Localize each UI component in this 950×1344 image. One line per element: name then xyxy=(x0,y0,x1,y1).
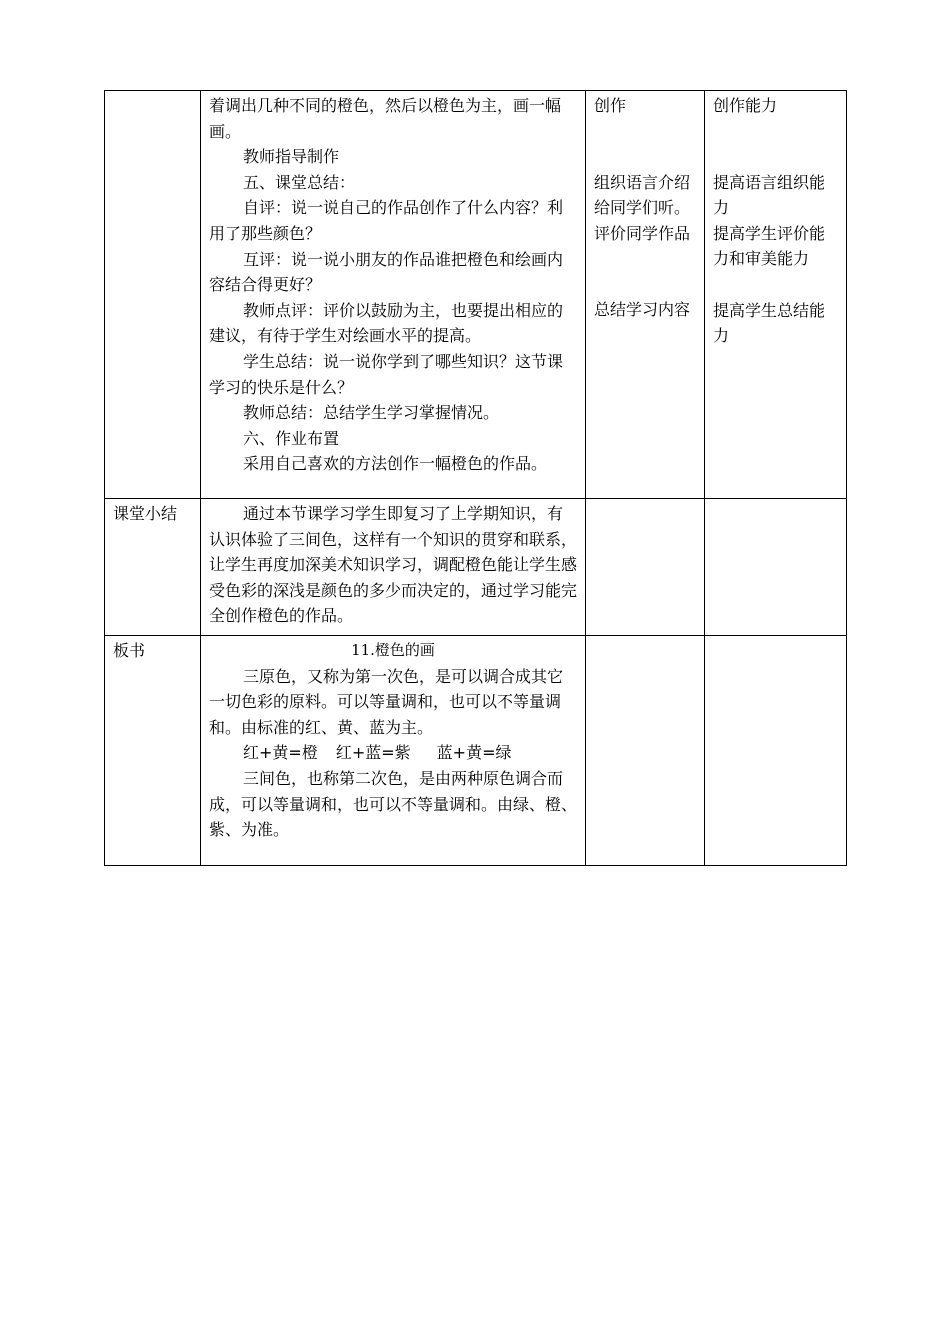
row-label xyxy=(105,91,201,499)
activity-item: 组织语言介绍给同学们听。 xyxy=(594,172,691,218)
content-cell xyxy=(201,91,586,499)
table-row xyxy=(105,635,847,865)
content-line: 五、课堂总结： xyxy=(243,172,356,192)
content-line: 互评：说一说小朋友的作品谁把橙色和绘画内容结合得更好？ xyxy=(209,249,564,295)
table-row xyxy=(105,499,847,636)
summary-text: 通过本节课学习学生即复习了上学期知识，有认识体验了三间色，这样有一个知识的贯穿和联系，让学生再度加深美术知识学习，调配橙色能让学生感受色彩的深浅是颜色的多少而决定的，通过学习能完全创作橙色的作品。 xyxy=(209,504,578,626)
intent-item: 提高学生总结能力 xyxy=(713,300,826,346)
intent-item: 提高语言组织能力 xyxy=(713,172,826,218)
intent-item: 提高学生评价能力和审美能力 xyxy=(713,223,826,269)
table-row xyxy=(105,91,847,499)
content-cell xyxy=(201,499,586,636)
content-line: 教师指导制作 xyxy=(243,147,340,167)
board-paragraph: 三原色，又称为第一次色，是可以调合成其它一切色彩的原料。可以等量调和，也可以不等量调和。由标准的红、黄、蓝为主。 xyxy=(209,666,564,737)
intent-item: 创作能力 xyxy=(713,96,778,115)
lesson-plan-table xyxy=(104,90,847,866)
board-title: 11.橙色的画 xyxy=(351,640,435,659)
content-line: 六、作业布置 xyxy=(243,428,340,448)
row-label: 课堂小结 xyxy=(105,499,201,636)
empty-cell xyxy=(586,635,705,865)
board-paragraph: 三间色，也称第二次色，是由两种原色调合而成，可以等量调和，也可以不等量调和。由绿、橙、紫、为准。 xyxy=(209,768,578,840)
formula: 红+黄=橙 xyxy=(243,743,318,763)
activity-item: 总结学习内容 xyxy=(594,300,691,320)
empty-cell xyxy=(586,499,705,636)
formula: 红+蓝=紫 xyxy=(335,743,411,763)
content-line: 着调出几种不同的橙色，然后以橙色为主，画一幅画。 xyxy=(209,96,562,141)
activity-item: 评价同学作品 xyxy=(594,223,691,243)
formula: 蓝+黄=绿 xyxy=(436,743,512,763)
empty-cell xyxy=(705,635,847,865)
content-line: 教师总结：总结学生学习掌握情况。 xyxy=(243,403,500,423)
board-formulas xyxy=(209,740,577,766)
row-label: 板书 xyxy=(105,635,201,865)
content-line: 学生总结：说一说你学到了哪些知识？这节课学习的快乐是什么？ xyxy=(209,351,564,397)
content-cell xyxy=(201,635,586,865)
student-activity-cell xyxy=(586,91,705,499)
activity-item: 创作 xyxy=(594,96,627,115)
design-intent-cell xyxy=(705,91,847,499)
content-line: 自评：说一说自己的作品创作了什么内容？利用了那些颜色？ xyxy=(209,198,564,243)
empty-cell xyxy=(705,499,847,636)
content-line: 采用自己喜欢的方法创作一幅橙色的作品。 xyxy=(243,454,548,474)
content-line: 教师点评：评价以鼓励为主，也要提出相应的建议，有待于学生对绘画水平的提高。 xyxy=(209,300,564,346)
